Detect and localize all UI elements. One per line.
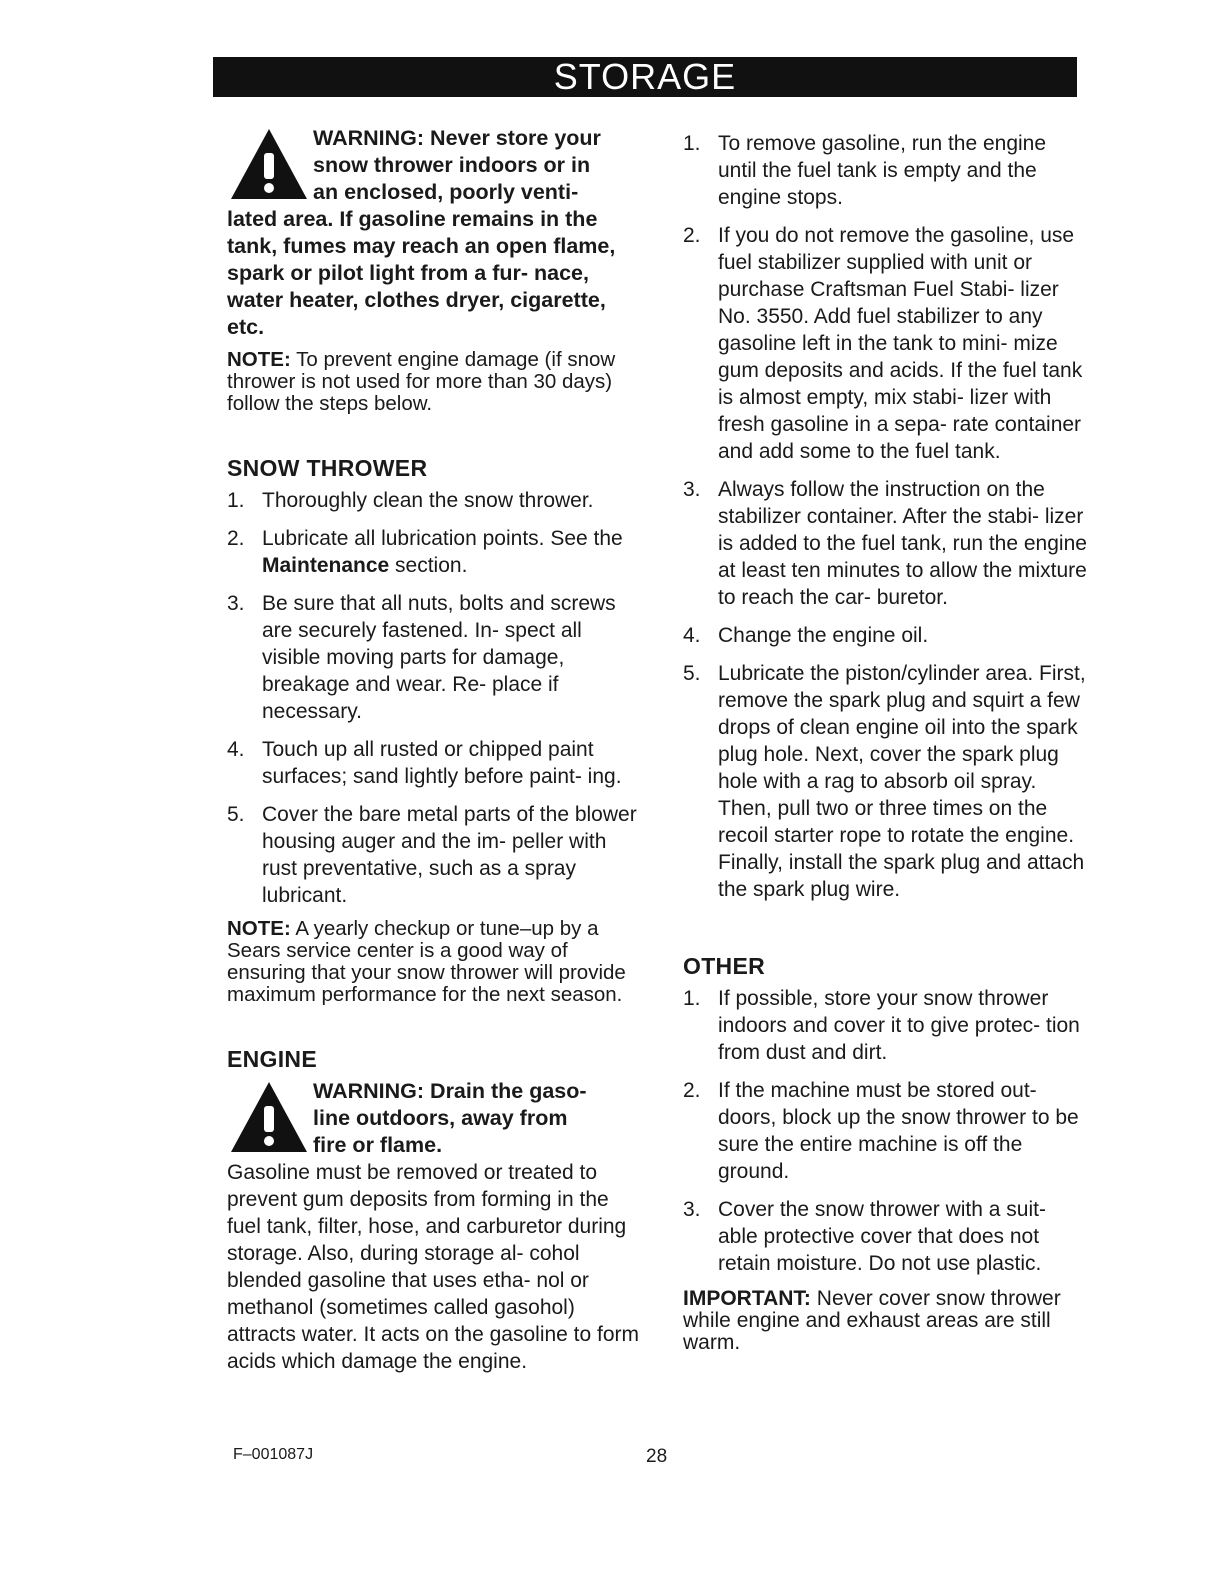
item-text-post: section. [389,554,468,577]
storage-warning [227,125,642,341]
note-text: To prevent engine damage (if snow thrower is not used for more than 30 days) follow the steps below. [227,348,616,415]
item-text: To remove gasoline, run the engine until the fuel tank is empty and the engine stops. [718,132,1047,209]
item-number: 2. [683,1079,701,1102]
warning-triangle-icon [227,1078,313,1156]
warning-line: WARNING: Never store your [313,126,601,150]
other-heading: OTHER [683,953,765,979]
list-item [683,985,1088,1066]
item-text: If you do not remove the gasoline, use fuel stabilizer supplied with unit or purchase Craftsman Fuel Stabi- lizer No. 3550. Add fuel stabilizer to any gasoline left in the tank to mini- mize gum deposits and acids. If the fuel tank is almost empty, mix stabi- lizer with fresh gasoline in a sepa- rate container and add some to the fuel tank. [718,224,1083,463]
page-title: STORAGE [213,57,1077,97]
note-label: NOTE: [227,348,291,371]
engine-steps [683,130,1088,903]
warning-line: an enclosed, poorly venti- [313,180,579,204]
snow-thrower-heading: SNOW THROWER [227,455,428,481]
right-column [683,130,1088,1354]
list-item [683,660,1088,903]
item-number: 5. [683,662,701,685]
item-text: Cover the snow thrower with a suit- able protective cover that does not retain moisture. Do not use plastic. [718,1198,1046,1275]
note-yearly-checkup [227,918,642,1006]
item-number: 2. [227,527,245,550]
item-number: 4. [227,738,245,761]
note-label: NOTE: [227,917,291,940]
list-item [683,130,1088,211]
list-item [683,622,1088,649]
warning-body: lated area. If gasoline remains in the tank, fumes may reach an open flame, spark or pilot light from a fur- nace, water heater, clothes dryer, cigarette, etc. [227,207,616,339]
list-item [683,222,1088,465]
list-item [683,476,1088,611]
item-number: 2. [683,224,701,247]
warning-line: line outdoors, away from [313,1106,568,1130]
note-text: A yearly checkup or tune–up by a Sears service center is a good way of ensuring that your snow thrower will provide maximum performance for the next season. [227,917,626,1006]
item-text: If possible, store your snow thrower indoors and cover it to give protec- tion from dust and dirt. [718,987,1080,1064]
engine-body-text: Gasoline must be removed or treated to prevent gum deposits from forming in the fuel tank, filter, hose, and carburetor during storage. Also, during storage al- cohol blended gasoline that uses etha- nol or methanol (sometimes called gasohol) attracts water. It acts on the gasoline to form acids which damage the engine. [227,1161,640,1373]
list-item [227,487,642,514]
left-column [227,125,642,1375]
important-note [683,1288,1088,1354]
note-prevent-damage [227,349,642,415]
item-text: Always follow the instruction on the stabilizer container. After the stabi- lizer is added to the fuel tank, run the engine at least ten minutes to allow the mixture to reach the car- buretor. [718,478,1087,609]
item-text: Lubricate the piston/cylinder area. First, remove the spark plug and squirt a few drops of clean engine oil into the spark plug hole. Next, cover the spark plug hole with a rag to absorb oil spray. Then, pull two or three times on the recoil starter rope to rotate the engine. Finally, install the spark plug and attach the spark plug wire. [718,662,1086,901]
important-text: Never cover snow thrower while engine and exhaust areas are still warm. [683,1287,1061,1354]
item-text: If the machine must be stored out- doors, block up the snow thrower to be sure the entire machine is off the ground. [718,1079,1079,1183]
warning-line: snow thrower indoors or in [313,153,591,177]
warning-triangle-icon [227,125,313,203]
item-text: Change the engine oil. [718,624,929,647]
item-number: 5. [227,803,245,826]
warning-line: WARNING: Drain the gaso- [313,1079,587,1103]
engine-warning [227,1078,642,1159]
list-item [683,1077,1088,1185]
list-item [683,1196,1088,1277]
important-label: IMPORTANT: [683,1287,811,1310]
item-number: 1. [683,987,701,1010]
list-item [227,590,642,725]
engine-heading: ENGINE [227,1046,317,1072]
item-number: 3. [227,592,245,615]
item-number: 4. [683,624,701,647]
warning-line: fire or flame. [313,1133,443,1157]
item-text: Thoroughly clean the snow thrower. [262,489,594,512]
item-number: 1. [227,489,245,512]
list-item [227,801,642,909]
list-item [227,736,642,790]
other-steps [683,985,1088,1277]
item-text-pre: Lubricate all lubrication points. See the [262,527,623,550]
item-text: Cover the bare metal parts of the blower housing auger and the im- peller with rust preventative, such as a spray lubricant. [262,803,637,907]
document-code: F–001087J [233,1446,314,1463]
maintenance-reference: Maintenance [262,554,390,577]
item-number: 3. [683,478,701,501]
item-text: Touch up all rusted or chipped paint surfaces; sand lightly before paint- ing. [262,738,622,788]
page-number: 28 [646,1446,668,1467]
item-number: 3. [683,1198,701,1221]
list-item [227,525,642,579]
item-number: 1. [683,132,701,155]
snow-thrower-steps [227,487,642,909]
item-text: Be sure that all nuts, bolts and screws are securely fastened. In- spect all visible moving parts for damage, breakage and wear. Re- place if necessary. [262,592,616,723]
item-text [262,525,642,579]
